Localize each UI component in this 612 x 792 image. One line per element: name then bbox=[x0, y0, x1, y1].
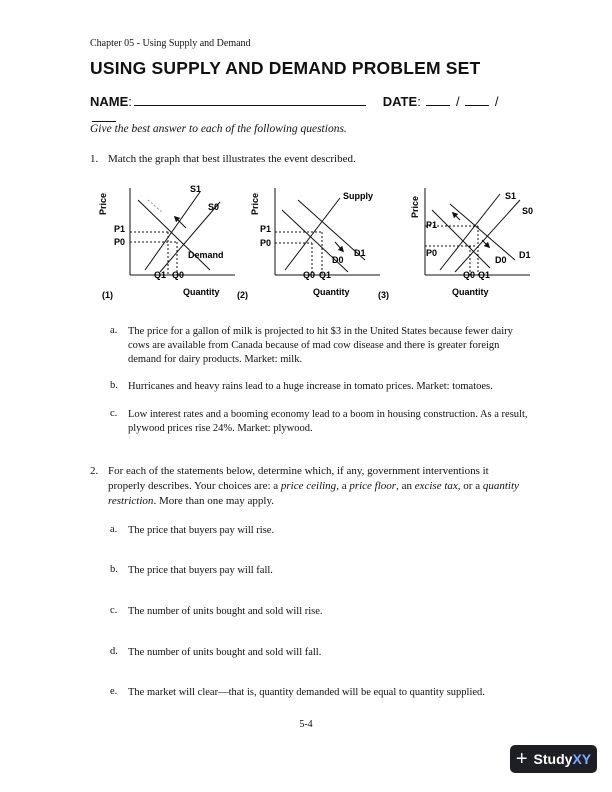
g2-price-label: Price bbox=[250, 192, 260, 215]
g1-p1-label: P1 bbox=[114, 224, 126, 234]
q2d-letter: d. bbox=[110, 646, 118, 657]
g3-d0-curve bbox=[432, 210, 490, 268]
g2-q1-label: Q1 bbox=[319, 270, 332, 280]
g3-s1-label: S1 bbox=[505, 191, 517, 201]
g2-quantity-label: Quantity bbox=[313, 287, 350, 297]
q2d-text: The number of units bought and sold will fall. bbox=[128, 647, 322, 658]
g1-s1-label: S1 bbox=[190, 184, 202, 194]
g3-p0-label: P0 bbox=[426, 248, 438, 258]
graph-2 bbox=[237, 188, 380, 300]
g1-s0-label: S0 bbox=[208, 202, 220, 212]
supply-demand-graphs bbox=[90, 180, 534, 310]
q2c-text: The number of units bought and sold will rise. bbox=[128, 606, 323, 617]
chapter-header: Chapter 05 - Using Supply and Demand bbox=[90, 38, 251, 49]
date-sep: / bbox=[494, 94, 499, 109]
date-field-day bbox=[465, 93, 489, 106]
g1-price-label: Price bbox=[98, 192, 108, 215]
g1-q1-label: Q1 bbox=[154, 270, 167, 280]
q1c-text: Low interest rates and a booming economy lead to a boom in housing construction. As a result, plywood prices rise 24%. Market: plywood. bbox=[128, 409, 528, 434]
g2-d0-label: D0 bbox=[332, 255, 344, 265]
q1-text: Match the graph that best illustrates the event described. bbox=[108, 153, 356, 165]
g3-q0-label: Q0 bbox=[463, 270, 476, 280]
q1a-text: The price for a gallon of milk is projected to hit $3 in the United States because fewer dairy cows are available from Canada because of mad cow disease and there is greater foreign demand for dairy products. Market: milk. bbox=[128, 326, 513, 365]
q2b-text: The price that buyers pay will fall. bbox=[128, 565, 273, 576]
g3-q1-label: Q1 bbox=[478, 270, 491, 280]
g1-q0-label: Q0 bbox=[172, 270, 185, 280]
page-title: USING SUPPLY AND DEMAND PROBLEM SET bbox=[90, 58, 481, 78]
name-date-row: NAME: DATE: / / bbox=[90, 93, 530, 125]
g1-s0-curve bbox=[160, 202, 220, 272]
name-field-line bbox=[134, 93, 366, 106]
plus-icon: + bbox=[515, 748, 528, 770]
q2a-text: The price that buyers pay will rise. bbox=[128, 525, 275, 536]
g3-quantity-label: Quantity bbox=[452, 287, 489, 297]
q2-text: For each of the statements below, determine which, if any, government interventions it properly describes. Your choices are: a price ceiling, a price floor, an excise tax, or a quantity restriction. More than one may apply. bbox=[108, 465, 519, 507]
page-number: 5-4 bbox=[299, 719, 313, 730]
g2-supply-label: Supply bbox=[343, 191, 374, 201]
q1b-letter: b. bbox=[110, 380, 118, 391]
g1-p0-label: P0 bbox=[114, 237, 126, 247]
date-sep: / bbox=[456, 94, 460, 109]
q1b-text: Hurricanes and heavy rains lead to a huge increase in tomato prices. Market: tomatoes. bbox=[128, 381, 493, 392]
g3-d1-curve bbox=[450, 204, 515, 260]
studyxy-badge[interactable] bbox=[510, 745, 597, 773]
g2-d1-label: D1 bbox=[354, 248, 366, 258]
g2-p1-label: P1 bbox=[260, 224, 272, 234]
g1-demand-label: Demand bbox=[188, 250, 224, 260]
q1-number: 1. bbox=[90, 153, 99, 165]
brand-label: StudyXY bbox=[533, 751, 592, 767]
date-field-year bbox=[92, 109, 116, 122]
q2-number: 2. bbox=[90, 465, 99, 477]
q2c-letter: c. bbox=[110, 605, 118, 616]
g1-quantity-label: Quantity bbox=[183, 287, 220, 297]
g3-p1-label: P1 bbox=[426, 220, 438, 230]
g3-id: (3) bbox=[378, 290, 389, 300]
name-label: NAME bbox=[90, 94, 129, 109]
g2-id: (2) bbox=[237, 290, 248, 300]
q1a-letter: a. bbox=[110, 325, 118, 336]
q2e-letter: e. bbox=[110, 686, 118, 697]
date-label: DATE bbox=[382, 94, 418, 109]
q2b-letter: b. bbox=[110, 564, 118, 575]
date-field-month bbox=[426, 93, 450, 106]
instructions: Give the best answer to each of the following questions. bbox=[90, 123, 347, 135]
g2-q0-label: Q0 bbox=[303, 270, 316, 280]
g3-price-label: Price bbox=[410, 195, 420, 218]
g3-s0-label: S0 bbox=[522, 206, 534, 216]
graph-1 bbox=[98, 184, 235, 300]
g1-id: (1) bbox=[102, 290, 113, 300]
g2-p0-label: P0 bbox=[260, 238, 272, 248]
g3-d1-label: D1 bbox=[519, 250, 531, 260]
q2a-letter: a. bbox=[110, 524, 118, 535]
g3-d0-label: D0 bbox=[495, 255, 507, 265]
q2e-text: The market will clear—that is, quantity demanded will be equal to quantity supplied. bbox=[128, 687, 485, 698]
q1c-letter: c. bbox=[110, 408, 118, 419]
graph-3 bbox=[378, 188, 533, 300]
